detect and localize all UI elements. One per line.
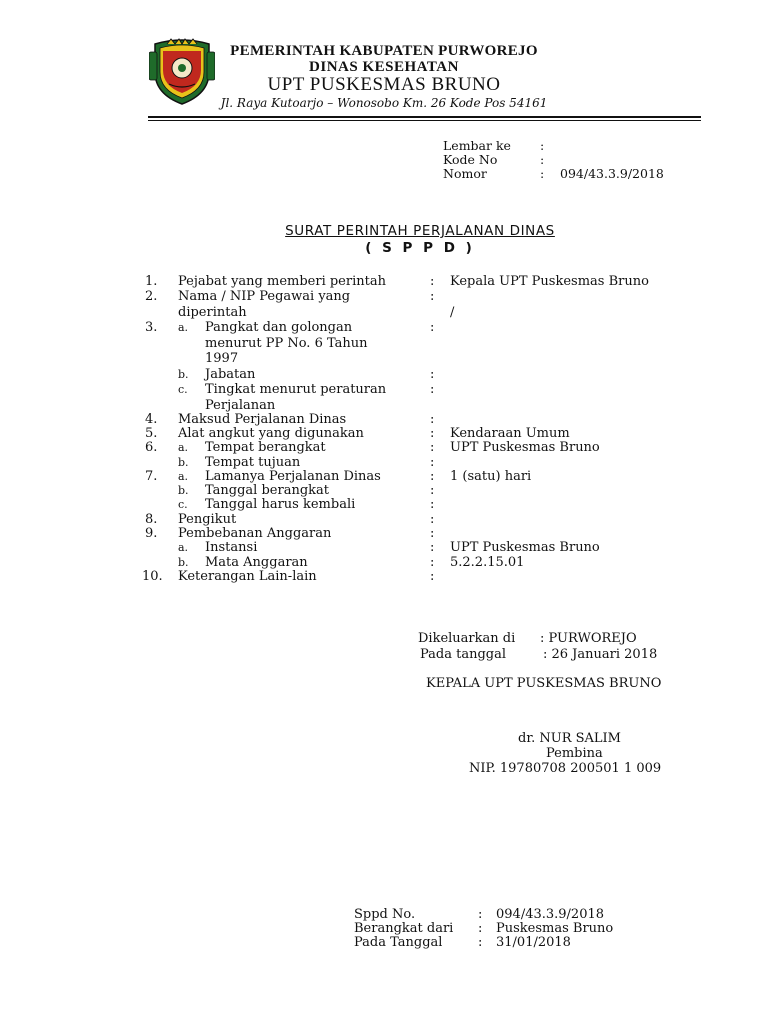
item-separator: : xyxy=(430,274,435,289)
footer-label: Berangkat dari xyxy=(354,921,454,936)
item-separator: : xyxy=(430,497,435,512)
item-number: 4. xyxy=(145,412,158,427)
reference-label: Kode No xyxy=(443,152,498,167)
item-number: 7. xyxy=(145,469,158,484)
item-sub-letter: b. xyxy=(178,484,189,497)
letterhead-rule-thick xyxy=(148,116,701,118)
item-separator: : xyxy=(430,540,435,555)
footer-departure-date: 31/01/2018 xyxy=(496,935,571,950)
item-value: Kendaraan Umum xyxy=(450,426,570,441)
footer-sppd-number: 094/43.3.9/2018 xyxy=(496,907,605,922)
item-sub-letter: a. xyxy=(178,441,189,454)
item-label: Tanggal harus kembali xyxy=(205,497,356,512)
reference-number: 094/43.3.9/2018 xyxy=(560,166,664,181)
issued-date-label: Pada tanggal xyxy=(420,647,507,662)
item-separator: : xyxy=(430,526,435,541)
letterhead xyxy=(0,0,768,124)
item-sub-letter: c. xyxy=(178,383,188,396)
item-label: Keterangan Lain-lain xyxy=(178,569,317,584)
document-title: SURAT PERINTAH PERJALANAN DINAS xyxy=(285,223,555,239)
footer-separator: : xyxy=(478,921,483,936)
item-separator: : xyxy=(430,569,435,584)
item-separator: : xyxy=(430,382,435,397)
issued-date-value: : 26 Januari 2018 xyxy=(543,647,658,662)
item-number: 9. xyxy=(145,526,158,541)
item-separator: : xyxy=(430,320,435,335)
item-separator: : xyxy=(430,483,435,498)
item-label: diperintah xyxy=(178,305,247,320)
reference-separator: : xyxy=(540,152,545,167)
signer-name: dr. NUR SALIM xyxy=(518,731,621,746)
item-label: Mata Anggaran xyxy=(205,555,308,570)
item-label: menurut PP No. 6 Tahun xyxy=(205,336,368,351)
footer-separator: : xyxy=(478,907,483,922)
item-label: Nama / NIP Pegawai yang xyxy=(178,289,351,304)
item-separator: : xyxy=(430,426,435,441)
footer-label: Sppd No. xyxy=(354,907,416,922)
item-label: Maksud Perjalanan Dinas xyxy=(178,412,347,427)
item-number: 1. xyxy=(145,274,158,289)
item-label: Alat angkut yang digunakan xyxy=(178,426,364,441)
issued-place-value: : PURWOREJO xyxy=(540,631,637,646)
footer-departure-from: Puskesmas Bruno xyxy=(496,921,614,936)
reference-separator: : xyxy=(540,166,545,181)
item-label: Perjalanan xyxy=(205,398,276,413)
item-value: 5.2.2.15.01 xyxy=(450,555,525,570)
item-sub-letter: b. xyxy=(178,456,189,469)
letterhead-government: PEMERINTAH KABUPATEN PURWOREJO xyxy=(230,43,538,59)
item-value: / xyxy=(450,305,455,320)
issuing-office: KEPALA UPT PUSKESMAS BRUNO xyxy=(426,676,662,691)
item-label: Lamanya Perjalanan Dinas xyxy=(205,469,381,484)
item-label: Pejabat yang memberi perintah xyxy=(178,274,386,289)
item-number: 5. xyxy=(145,426,158,441)
item-label: 1997 xyxy=(205,351,239,366)
letterhead-rule-thin xyxy=(148,120,701,121)
item-number: 6. xyxy=(145,440,158,455)
item-number: 10. xyxy=(142,569,163,584)
item-separator: : xyxy=(430,367,435,382)
reference-label: Nomor xyxy=(443,166,487,181)
letterhead-department: DINAS KESEHATAN xyxy=(309,59,459,75)
item-separator: : xyxy=(430,469,435,484)
item-label: Pembebanan Anggaran xyxy=(178,526,332,541)
issued-place-label: Dikeluarkan di xyxy=(418,631,516,646)
letterhead-unit: UPT PUSKESMAS BRUNO xyxy=(267,74,501,95)
item-separator: : xyxy=(430,455,435,470)
signer-nip: NIP. 19780708 200501 1 009 xyxy=(469,761,662,776)
item-value: UPT Puskesmas Bruno xyxy=(450,440,600,455)
item-label: Tingkat menurut peraturan xyxy=(205,382,387,397)
item-label: Tempat berangkat xyxy=(205,440,326,455)
item-sub-letter: b. xyxy=(178,368,189,381)
item-label: Jabatan xyxy=(205,367,256,382)
item-label: Pangkat dan golongan xyxy=(205,320,353,335)
reference-separator: : xyxy=(540,138,545,153)
item-number: 8. xyxy=(145,512,158,527)
item-separator: : xyxy=(430,289,435,304)
item-value: 1 (satu) hari xyxy=(450,469,532,484)
footer-label: Pada Tanggal xyxy=(354,935,443,950)
item-separator: : xyxy=(430,440,435,455)
item-sub-letter: c. xyxy=(178,498,188,511)
item-value: Kepala UPT Puskesmas Bruno xyxy=(450,274,649,289)
item-sub-letter: a. xyxy=(178,541,189,554)
footer-separator: : xyxy=(478,935,483,950)
item-label: Pengikut xyxy=(178,512,237,527)
item-value: UPT Puskesmas Bruno xyxy=(450,540,600,555)
signer-rank: Pembina xyxy=(546,746,603,761)
item-label: Instansi xyxy=(205,540,258,555)
item-sub-letter: a. xyxy=(178,321,189,334)
document-subtitle: ( S P P D ) xyxy=(365,240,475,256)
item-separator: : xyxy=(430,512,435,527)
item-separator: : xyxy=(430,412,435,427)
item-number: 2. xyxy=(145,289,158,304)
letterhead-address: Jl. Raya Kutoarjo – Wonosobo Km. 26 Kode Pos 54161 xyxy=(220,96,548,110)
reference-label: Lembar ke xyxy=(443,138,511,153)
item-sub-letter: b. xyxy=(178,556,189,569)
item-number: 3. xyxy=(145,320,158,335)
item-sub-letter: a. xyxy=(178,470,189,483)
item-label: Tempat tujuan xyxy=(205,455,301,470)
item-label: Tanggal berangkat xyxy=(205,483,329,498)
item-separator: : xyxy=(430,555,435,570)
